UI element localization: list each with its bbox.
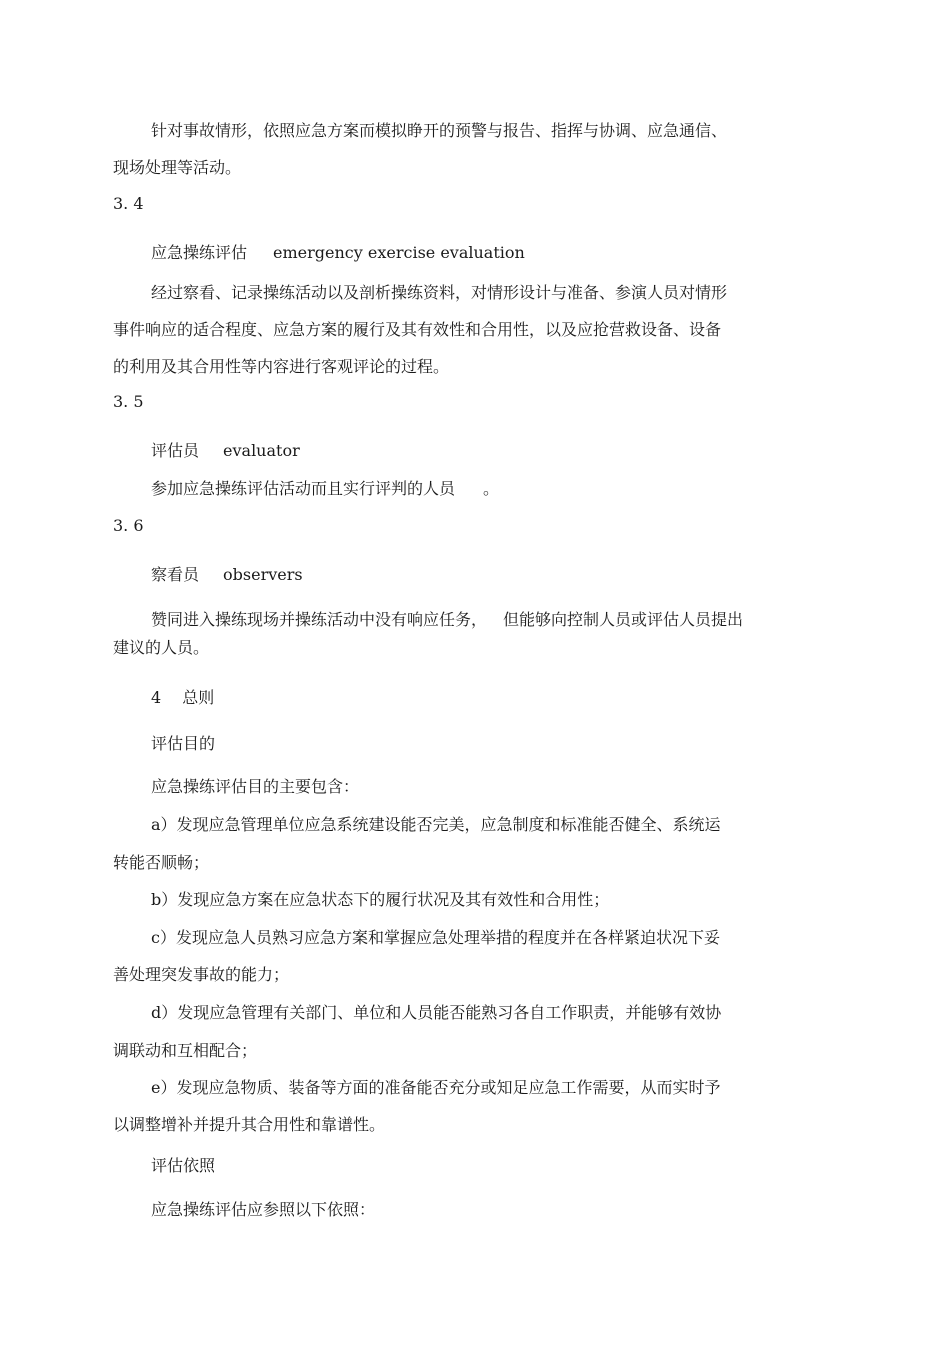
paragraph-line: 针对事故情形，依照应急方案而模拟睁开的预警与报告、指挥与协调、应急通信、 bbox=[151, 121, 728, 140]
paragraph-line: 建议的人员。 bbox=[113, 638, 210, 657]
paragraph-line: 应急操练评估应参照以下依照： bbox=[151, 1200, 376, 1219]
paragraph-line: 以调整增补并提升其合用性和靠谱性。 bbox=[113, 1115, 386, 1134]
section-number: 3. 6 bbox=[113, 516, 144, 535]
section-number: 3. 5 bbox=[113, 392, 144, 411]
list-item-e: e）发现应急物质、装备等方面的准备能否充分或知足应急工作需要，从而实时予 bbox=[151, 1078, 721, 1097]
subheading: 评估目的 bbox=[151, 734, 216, 753]
paragraph-line bbox=[151, 478, 499, 500]
list-item-c: c）发现应急人员熟习应急方案和掌握应急处理举措的程度并在各样紧迫状况下妥 bbox=[151, 928, 720, 947]
paragraph-line: 的利用及其合用性等内容进行客观评论的过程。 bbox=[113, 357, 450, 376]
list-item-d: d）发现应急管理有关部门、单位和人员能否能熟习各自工作职责，并能够有效协 bbox=[151, 1003, 722, 1022]
paragraph-line: 善处理突发事故的能力； bbox=[113, 965, 290, 984]
section-number: 3. 4 bbox=[113, 194, 144, 213]
paragraph-line: 转能否顺畅； bbox=[113, 853, 210, 872]
chapter-number: 4 bbox=[151, 688, 162, 707]
paragraph-line: 经过察看、记录操练活动以及剖析操练资料，对情形设计与准备、参演人员对情形 bbox=[151, 283, 728, 302]
paragraph-line: 应急操练评估目的主要包含： bbox=[151, 777, 360, 796]
term-chinese: 应急操练评估 bbox=[151, 243, 248, 262]
term-english: evaluator bbox=[223, 441, 300, 460]
subheading: 评估依照 bbox=[151, 1156, 216, 1175]
list-item-b: b）发现应急方案在应急状态下的履行状况及其有效性和合用性； bbox=[151, 890, 610, 909]
text-run: 但能够向控制人员或评估人员提出 bbox=[503, 610, 744, 629]
chapter-title: 总则 bbox=[182, 688, 215, 707]
paragraph-line: 现场处理等活动。 bbox=[113, 158, 242, 177]
term-english: emergency exercise evaluation bbox=[273, 243, 525, 262]
term-heading bbox=[151, 440, 300, 462]
term-heading bbox=[151, 242, 525, 264]
term-english: observers bbox=[223, 565, 303, 584]
paragraph-line: 事件响应的适合程度、应急方案的履行及其有效性和合用性，以及应抢营救设备、设备 bbox=[113, 320, 722, 339]
chapter-heading bbox=[151, 687, 214, 709]
term-heading bbox=[151, 564, 303, 586]
term-chinese: 察看员 bbox=[151, 565, 200, 584]
text-run: 。 bbox=[483, 479, 500, 498]
paragraph-line bbox=[151, 609, 743, 631]
text-run: 赞同进入操练现场并操练活动中没有响应任务， bbox=[151, 610, 488, 629]
term-chinese: 评估员 bbox=[151, 441, 200, 460]
paragraph-line: 调联动和互相配合； bbox=[113, 1041, 258, 1060]
text-run: 参加应急操练评估活动而且实行评判的人员 bbox=[151, 479, 456, 498]
list-item-a: a）发现应急管理单位应急系统建设能否完美，应急制度和标准能否健全、系统运 bbox=[151, 815, 721, 834]
